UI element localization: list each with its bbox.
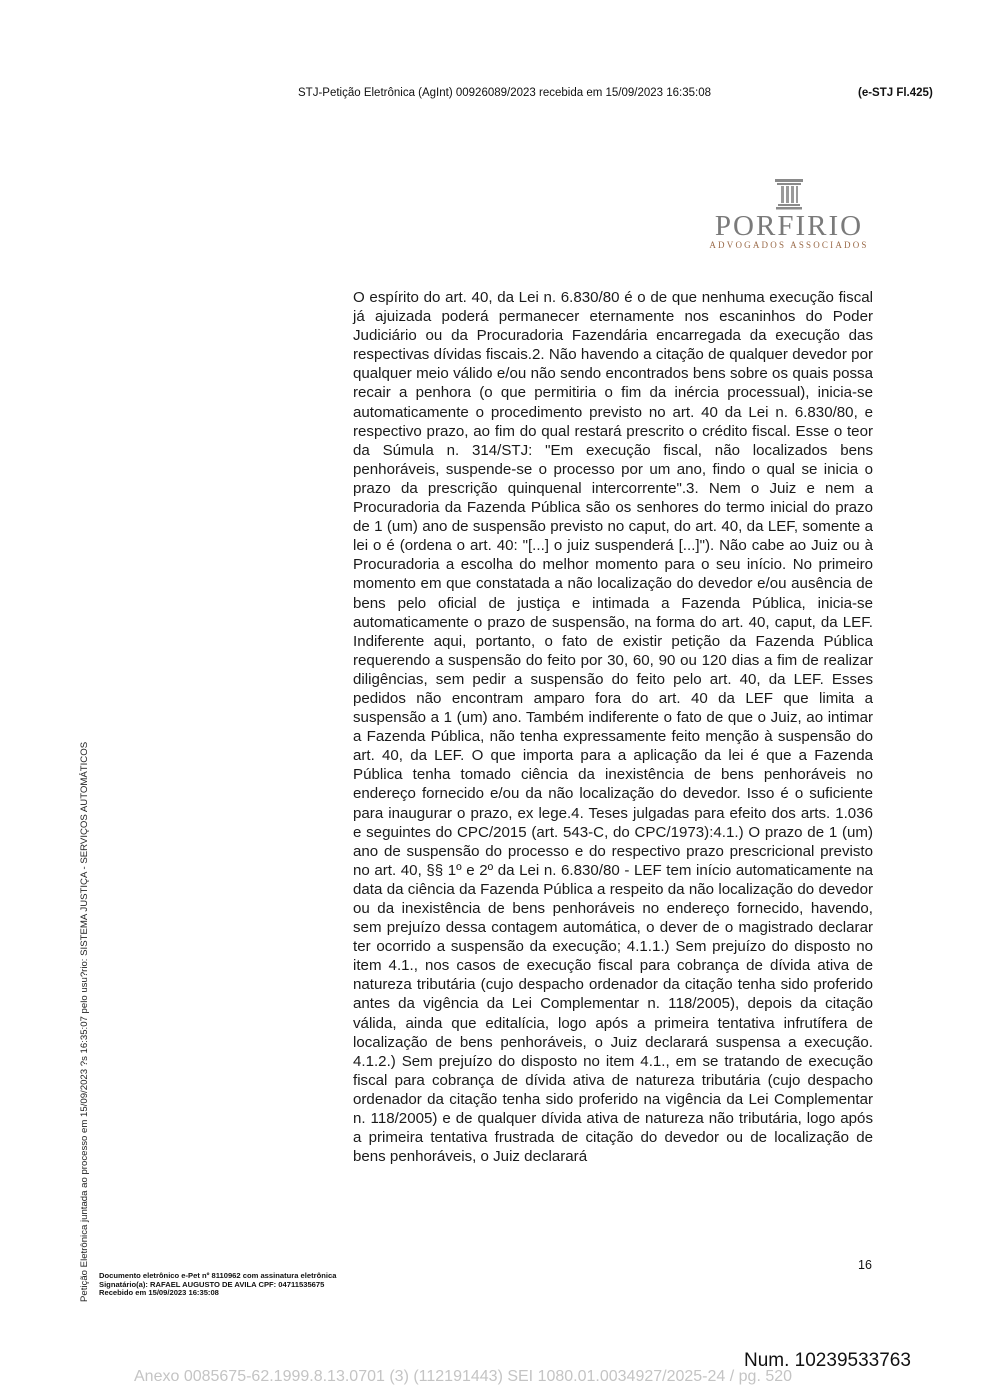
signature-line-3: Recebido em 15/09/2023 16:35:08 — [99, 1288, 219, 1298]
header-petition-line: STJ-Petição Eletrônica (AgInt) 00926089/2023 recebida em 15/09/2023 16:35:08 — [298, 87, 712, 99]
column-icon — [774, 178, 804, 210]
signature-block — [99, 1272, 336, 1298]
page-number: 16 — [858, 1258, 872, 1272]
footer-annex-reference: Anexo 0085675-62.1999.8.13.0701 (3) (112191443) SEI 1080.01.0034927/2025-24 / pg. 520 — [134, 1368, 793, 1385]
porfirio-logo — [700, 178, 878, 260]
signature-line-1: Documento eletrônico e-Pet nº 8110962 com assinatura eletrônica — [99, 1271, 337, 1280]
logo-name: PORFIRIO — [714, 210, 864, 242]
logo-subtitle: ADVOGADOS ASSOCIADOS — [709, 240, 869, 250]
header-page-ref: (e-STJ Fl.425) — [858, 87, 933, 99]
body-paragraph: O espírito do art. 40, da Lei n. 6.830/80 é o de que nenhuma execução fiscal já ajuizada poderá permanecer eternamente nos escaninhos do Poder Judiciário ou da Procuradoria Fazendária encarregada da execução das respectivas dívidas fiscais.2. Não havendo a citação de qualquer devedor por qualquer meio válido e/ou não sendo encontrados bens sobre os quais possa recair a penhora (o que permitiria o fim da inércia processual), inicia-se automaticamente o procedimento previsto no art. 40 da Lei n. 6.830/80, e respectivo prazo, ao fim do qual restará prescrito o crédito fiscal. Esse o teor da Súmula n. 314/STJ: "Em execução fiscal, não localizados bens penhoráveis, suspende-se o processo por um ano, findo o qual se inicia o prazo da prescrição quinquenal intercorrente".3. Nem o Juiz e nem a Procuradoria da Fazenda Pública são os senhores do termo inicial do prazo de 1 (um) ano de suspensão previsto no caput, do art. 40, da LEF, somente a lei o é (ordena o art. 40: "[...] o juiz suspenderá [...]"). Não cabe ao Juiz ou à Procuradoria a escolha do melhor momento para o seu início. No primeiro momento em que constatada a não localização do devedor e/ou ausência de bens pelo oficial de justiça e intimada a Fazenda Pública, inicia-se automaticamente o prazo de suspensão, na forma do art. 40, caput, da LEF. Indiferente aqui, portanto, o fato de existir petição da Fazenda Pública requerendo a suspensão do feito por 30, 60, 90 ou 120 dias a fim de realizar diligências, sem pedir a suspensão do feito pelo art. 40, da LEF. Esses pedidos não encontram amparo fora do art. 40 da LEF que limita a suspensão a 1 (um) ano. Também indiferente o fato de que o Juiz, ao intimar a Fazenda Pública, não tenha expressamente feito menção à suspensão do art. 40, da LEF. O que importa para a aplicação da lei é que a Fazenda Pública tenha tomado ciência da inexistência de bens penhoráveis no endereço fornecido e/ou da não localização do devedor. Isso é o suficiente para inaugurar o prazo, ex lege.4. Teses julgadas para efeito dos arts. 1.036 e seguintes do CPC/2015 (art. 543-C, do CPC/1973):4.1.) O prazo de 1 (um) ano de suspensão do processo e do respectivo prazo prescricional previsto no art. 40, §§ 1º e 2º da Lei n. 6.830/80 - LEF tem início automaticamente na data da ciência da Fazenda Pública a respeito da não localização do devedor ou da inexistência de bens penhoráveis no endereço fornecido, havendo, sem prejuízo dessa contagem automática, o dever de o magistrado declarar ter ocorrido a suspensão da execução; 4.1.1.) Sem prejuízo do disposto no item 4.1., nos casos de execução fiscal para cobrança de dívida ativa de natureza tributária (cujo despacho ordenador da citação tenha sido proferido antes da vigência da Lei Complementar n. 118/2005), depois da citação válida, ainda que editalícia, logo após a primeira tentativa infrutífera de localização de bens penhoráveis, o Juiz declarará suspensa a execução. 4.1.2.) Sem prejuízo do disposto no item 4.1., em se tratando de execução fiscal para cobrança de dívida ativa de natureza tributária (cujo despacho ordenador da citação tenha sido proferido na vigência da Lei Complementar n. 118/2005) e de qualquer dívida ativa de natureza não tributária, logo após a primeira tentativa frustrada de citação do devedor ou de localização de bens penhoráveis, o Juiz declarará — [353, 289, 873, 1166]
document-number: Num. 10239533763 — [744, 1350, 911, 1371]
side-filing-note: Petição Eletrônica juntada ao processo em 15/09/2023 ?s 16:35:07 pelo usu?rio: SISTEMA JUSTIÇA - SERVIÇOS AUTOMÁTICOS — [79, 741, 90, 1302]
signature-line-2: Signatário(a): RAFAEL AUGUSTO DE AVILA CPF: 04711535675 — [99, 1279, 325, 1289]
